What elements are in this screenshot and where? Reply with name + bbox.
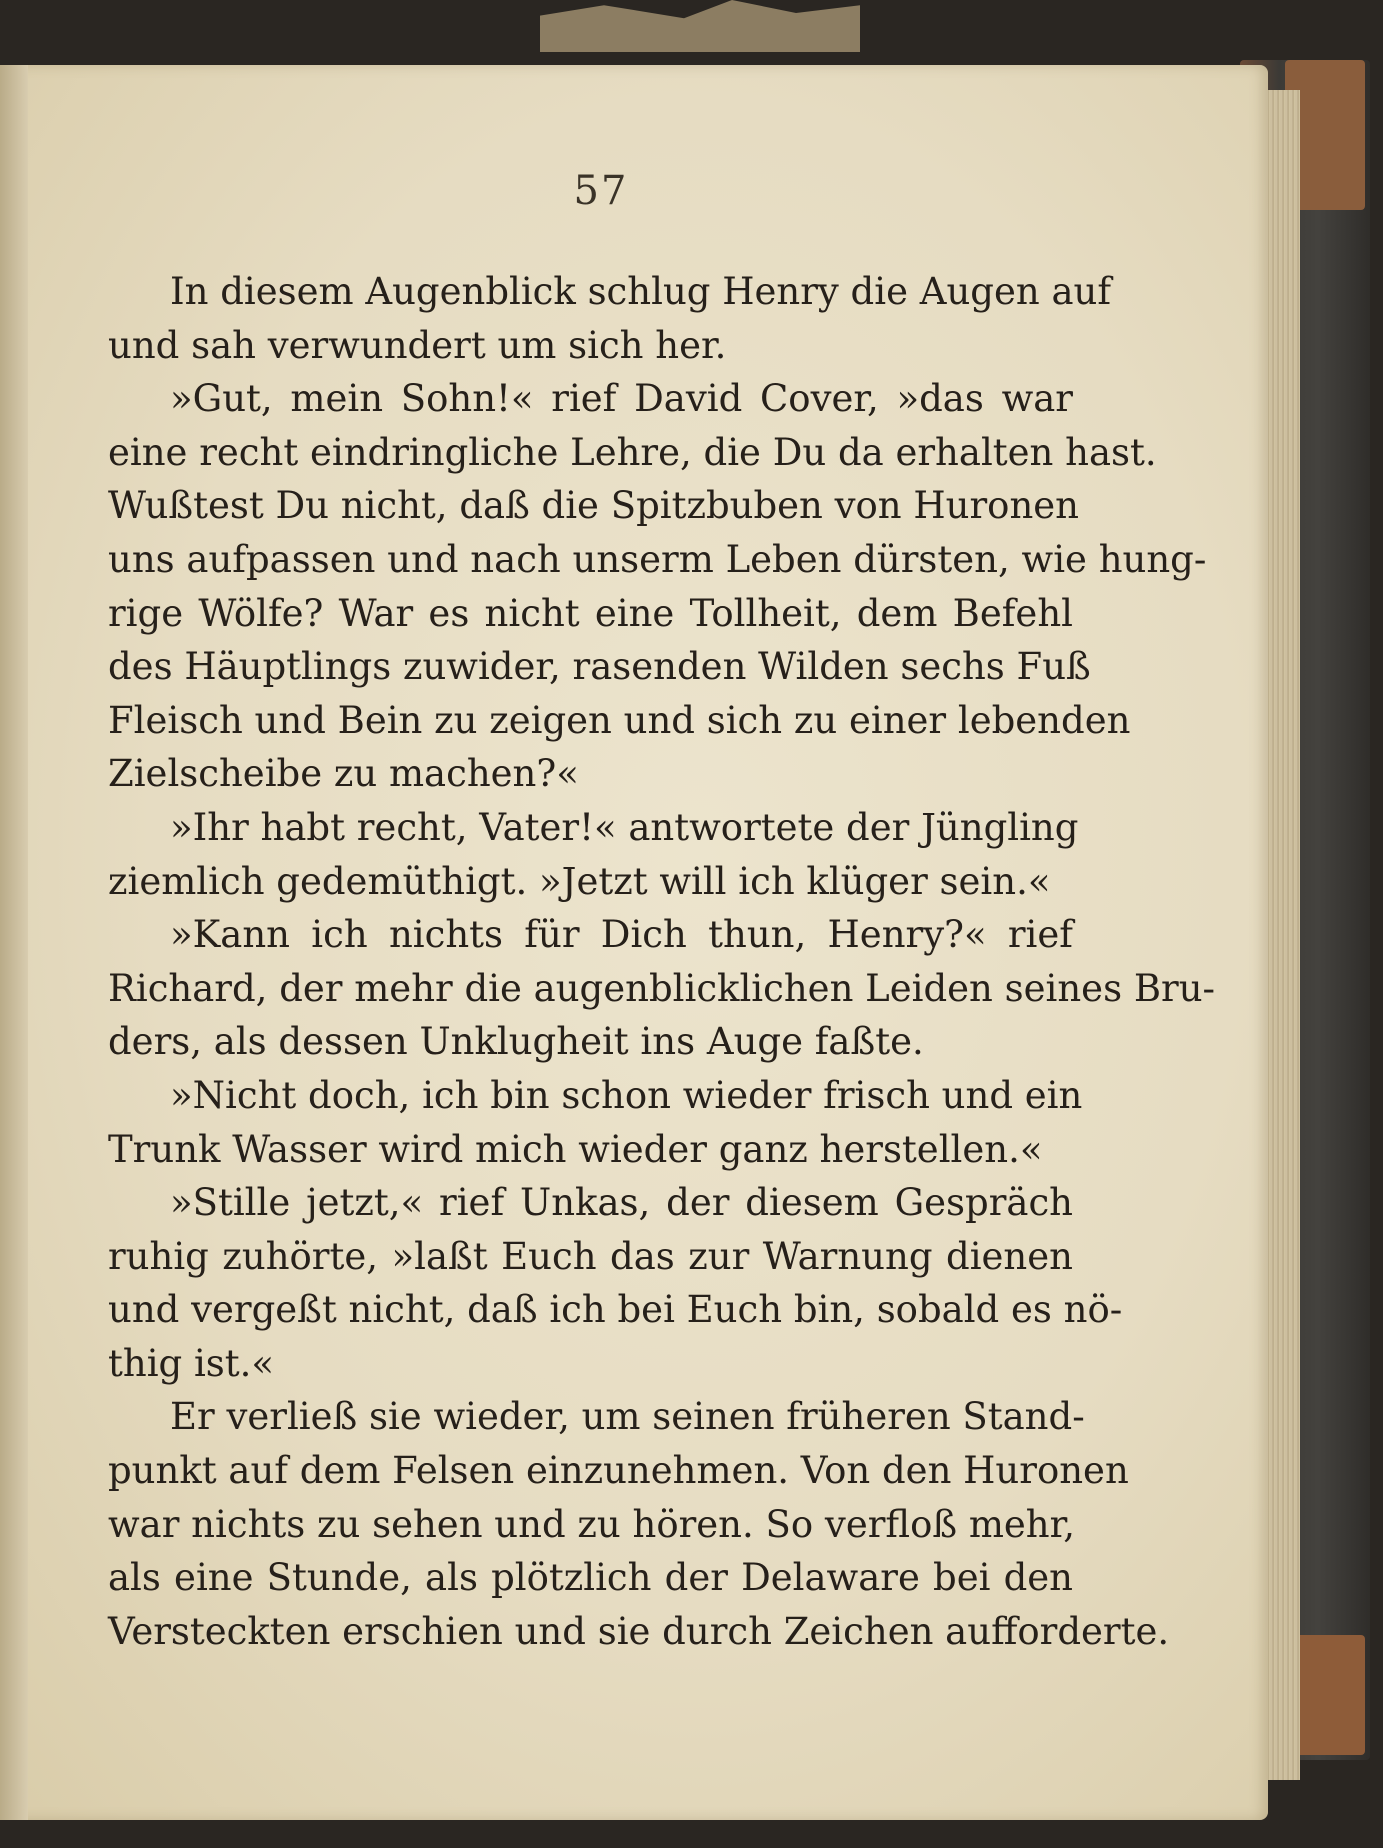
text-line: »Ihr habt recht, Vater!« antwortete der Jüngling <box>170 805 1079 849</box>
text-line: Versteckten erschien und sie durch Zeichen aufforderte. <box>108 1609 1170 1653</box>
text-line: und sah verwundert um sich her. <box>108 323 727 367</box>
text-line: ruhig zuhörte, »laßt Euch das zur Warnung dienen <box>108 1234 1073 1278</box>
text-line: »Nicht doch, ich bin schon wieder frisch und ein <box>170 1073 1083 1117</box>
text-line: eine recht eindringliche Lehre, die Du da erhalten hast. <box>108 430 1157 474</box>
text-line: und vergeßt nicht, daß ich bei Euch bin, sobald es nö- <box>108 1288 1123 1332</box>
text-line: als eine Stunde, als plötzlich der Delaware bei den <box>108 1556 1073 1600</box>
text-line: uns aufpassen und nach unserm Leben dürsten, wie hung- <box>108 537 1207 581</box>
page-number: 57 <box>573 168 629 214</box>
text-line: rige Wölfe? War es nicht eine Tollheit, dem Befehl <box>108 591 1073 635</box>
text-line: Trunk Wasser wird mich wieder ganz herstellen.« <box>108 1127 1043 1171</box>
text-line: thig ist.« <box>108 1341 275 1385</box>
text-line: ders, als dessen Unklugheit ins Auge faßte. <box>108 1020 924 1064</box>
text-line: In diesem Augenblick schlug Henry die Augen auf <box>170 270 1112 313</box>
text-line: Er verließ sie wieder, um seinen früheren Stand- <box>170 1395 1085 1439</box>
page-gutter <box>0 65 28 1820</box>
text-line: Richard, der mehr die augenblicklichen Leiden seines Bru- <box>108 966 1216 1010</box>
text-line: »Stille jetzt,« rief Unkas, der diesem Gespräch <box>170 1181 1073 1225</box>
text-line: Zielscheibe zu machen?« <box>108 752 579 796</box>
text-line: des Häuptlings zuwider, rasenden Wilden sechs Fuß <box>108 645 1091 689</box>
text-line: ziemlich gedemüthigt. »Jetzt will ich klüger sein.« <box>108 859 1051 903</box>
text-line: punkt auf dem Felsen einzunehmen. Von den Huronen <box>108 1449 1129 1493</box>
text-line: Fleisch und Bein zu zeigen und sich zu einer lebenden <box>108 698 1131 742</box>
text-line: war nichts zu sehen und zu hören. So verfloß mehr, <box>108 1502 1076 1546</box>
text-line: »Kann ich nichts für Dich thun, Henry?« rief <box>170 913 1073 957</box>
text-line: »Gut, mein Sohn!« rief David Cover, »das war <box>170 377 1073 421</box>
torn-paper-scrap <box>540 0 860 52</box>
body-text <box>108 265 1216 1658</box>
text-line: Wußtest Du nicht, daß die Spitzbuben von Huronen <box>108 484 1080 528</box>
